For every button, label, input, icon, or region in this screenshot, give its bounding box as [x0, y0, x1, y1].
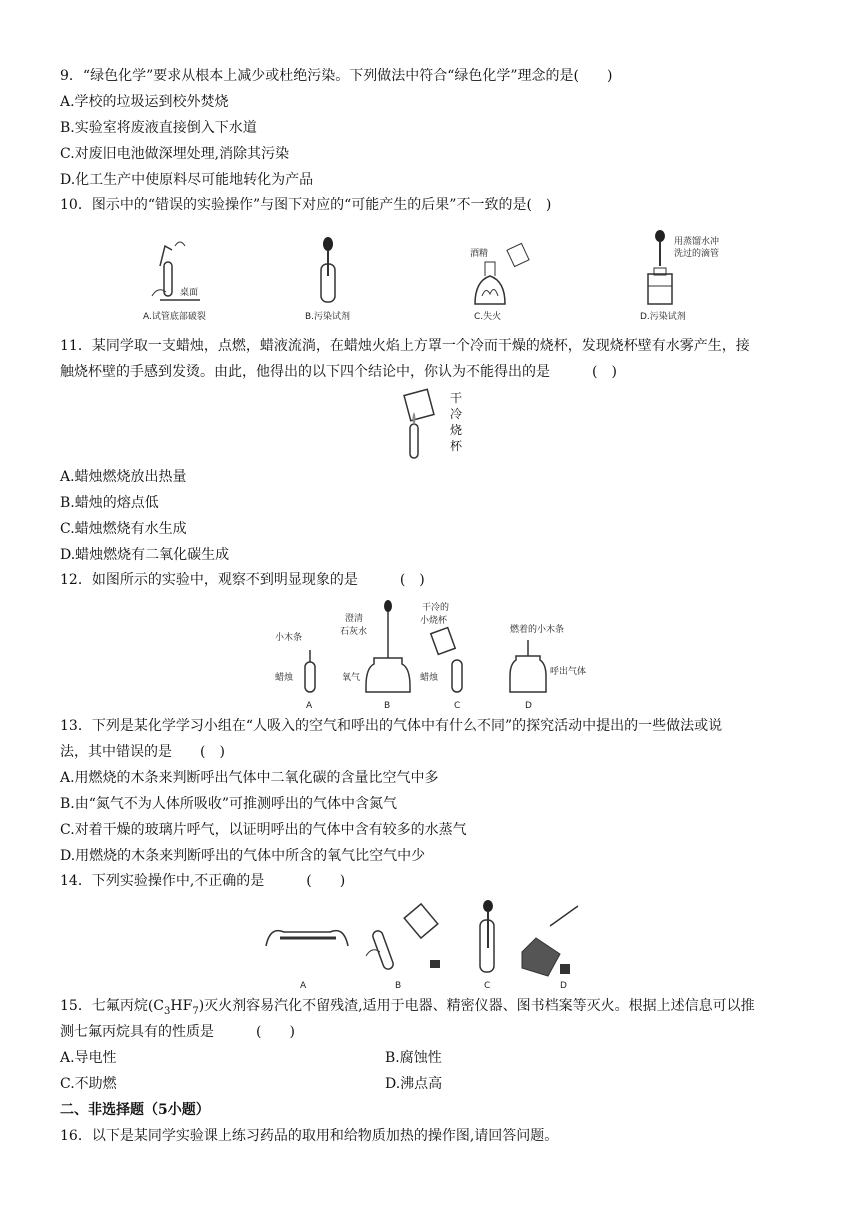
q9-option-c: C.对废旧电池做深埋处理,消除其污染	[60, 146, 290, 162]
q10-label-rinse1: 用蒸馏水冲	[674, 237, 720, 247]
q11-figure	[395, 386, 475, 460]
q9-stem: 9．“绿色化学”要求从根本上减少或杜绝污染。下列做法中符合“绿色化学”理念的是( )	[60, 68, 613, 84]
q15-option-c: C.不助燃	[60, 1076, 117, 1092]
q12-label-candle-c: 蜡烛	[420, 673, 439, 683]
q13-stem-line1: 13．下列是某化学学习小组在“人吸入的空气和呼出的气体中有什么不同”的探究活动中提出的一些做法或说	[60, 718, 723, 734]
q12-stem: 12．如图所示的实验中，观察不到明显现象的是 ( )	[60, 572, 425, 588]
q9-option-b: B.实验室将废液直接倒入下水道	[60, 120, 257, 136]
q10-caption-a: A.试管底部破裂	[143, 312, 206, 322]
q16-stem: 16．以下是某同学实验课上练习药品的取用和给物质加热的操作图,请回答问题。	[60, 1128, 559, 1144]
q10-stem: 10．图示中的“错误的实验操作”与图下对应的“可能产生的后果”不一致的是( )	[60, 197, 552, 213]
q14-letter-d: D	[560, 981, 567, 991]
q15-formula-sub1: 3	[164, 1005, 171, 1017]
q11-label-4: 杯	[450, 439, 463, 453]
q15-stem-post: )灭火剂容易汽化不留残渣,适用于电器、精密仪器、图书档案等灭火。根据上述信息可以推	[198, 998, 755, 1014]
q15-stem-line1	[60, 997, 755, 1021]
q12-letter-a: A	[306, 701, 313, 711]
q13-stem-line2: 法，其中错误的是 ( )	[60, 744, 225, 760]
q11-label-2: 冷	[450, 407, 463, 421]
q10-label-table: 桌面	[180, 288, 199, 298]
q12-letter-c: C	[454, 701, 461, 711]
q10-label-alcohol: 酒精	[470, 249, 489, 259]
q15-formula-mid: HF	[170, 998, 193, 1014]
q11-option-d: D.蜡烛燃烧有二氧化碳生成	[60, 547, 230, 563]
q13-option-d: D.用燃烧的木条来判断呼出的气体中所含的氧气比空气中少	[60, 848, 426, 864]
q11-stem-line1: 11．某同学取一支蜡烛，点燃，蜡液流淌，在蜡烛火焰上方罩一个冷而干燥的烧杯，发现烧杯壁有水雾产生，接	[60, 338, 750, 354]
q12-label-limewater2: 石灰水	[340, 627, 368, 637]
q11-option-b: B.蜡烛的熔点低	[60, 495, 159, 511]
q11-label-1: 干	[450, 391, 463, 405]
q12-figure	[270, 596, 630, 712]
q9-option-d: D.化工生产中使原料尽可能地转化为产品	[60, 172, 314, 188]
q12-label-exhaled: 呼出气体	[550, 667, 587, 677]
q12-letter-d: D	[525, 701, 532, 711]
q10-fig-b	[305, 237, 350, 322]
q14-letter-c: C	[484, 981, 491, 991]
q10-fig-c	[470, 243, 529, 322]
q14-letter-a: A	[300, 981, 307, 991]
q15-option-d: D.沸点高	[385, 1076, 443, 1092]
q14-letter-b: B	[395, 981, 402, 991]
q11-option-a: A.蜡烛燃烧放出热量	[60, 469, 187, 485]
q13-option-c: C.对着干燥的玻璃片呼气，以证明呼出的气体中含有较多的水蒸气	[60, 822, 467, 838]
q11-stem-line2: 触烧杯壁的手感到发烫。由此，他得出的以下四个结论中，你认为不能得出的是 ( )	[60, 364, 617, 380]
q10-caption-b: B.污染试剂	[305, 312, 351, 322]
q10-fig-a	[143, 242, 206, 322]
q10-caption-c: C.失火	[474, 312, 502, 322]
q12-label-candle-a: 蜡烛	[275, 673, 294, 683]
section-heading: 二、非选择题（5小题）	[60, 1102, 210, 1118]
q10-label-rinse2: 洗过的滴管	[674, 249, 720, 259]
q13-option-a: A.用燃烧的木条来判断呼出气体中二氧化碳的含量比空气中多	[60, 770, 439, 786]
q13-option-b: B.由“氮气不为人体所吸收”可推测呼出的气体中含氮气	[60, 796, 398, 812]
q10-figure	[140, 226, 720, 328]
q11-option-c: C.蜡烛燃烧有水生成	[60, 521, 187, 537]
q12-label-oxygen: 氧气	[342, 673, 361, 683]
q12-label-limewater1: 澄清	[345, 614, 364, 624]
q15-option-b: B.腐蚀性	[385, 1050, 442, 1066]
q14-figure	[260, 896, 590, 992]
q12-label-stick: 小木条	[275, 633, 303, 643]
q15-formula-sub2: 7	[192, 1005, 199, 1017]
q12-label-burning-stick: 燃着的小木条	[510, 625, 565, 635]
q12-letter-b: B	[384, 701, 391, 711]
q12-label-cup1: 干冷的	[422, 603, 450, 613]
q15-option-a: A.导电性	[60, 1050, 117, 1066]
q11-label-3: 烧	[450, 423, 463, 437]
q15-stem-line2: 测七氟丙烷具有的性质是 ( )	[60, 1024, 295, 1040]
q15-stem-pre: 15．七氟丙烷(C	[60, 998, 164, 1014]
q10-fig-d	[640, 230, 719, 322]
q9-option-a: A.学校的垃圾运到校外焚烧	[60, 94, 229, 110]
q14-stem: 14．下列实验操作中,不正确的是 ( )	[60, 873, 346, 889]
q12-label-cup2: 小烧杯	[420, 616, 448, 626]
q10-caption-d: D.污染试剂	[640, 312, 686, 322]
